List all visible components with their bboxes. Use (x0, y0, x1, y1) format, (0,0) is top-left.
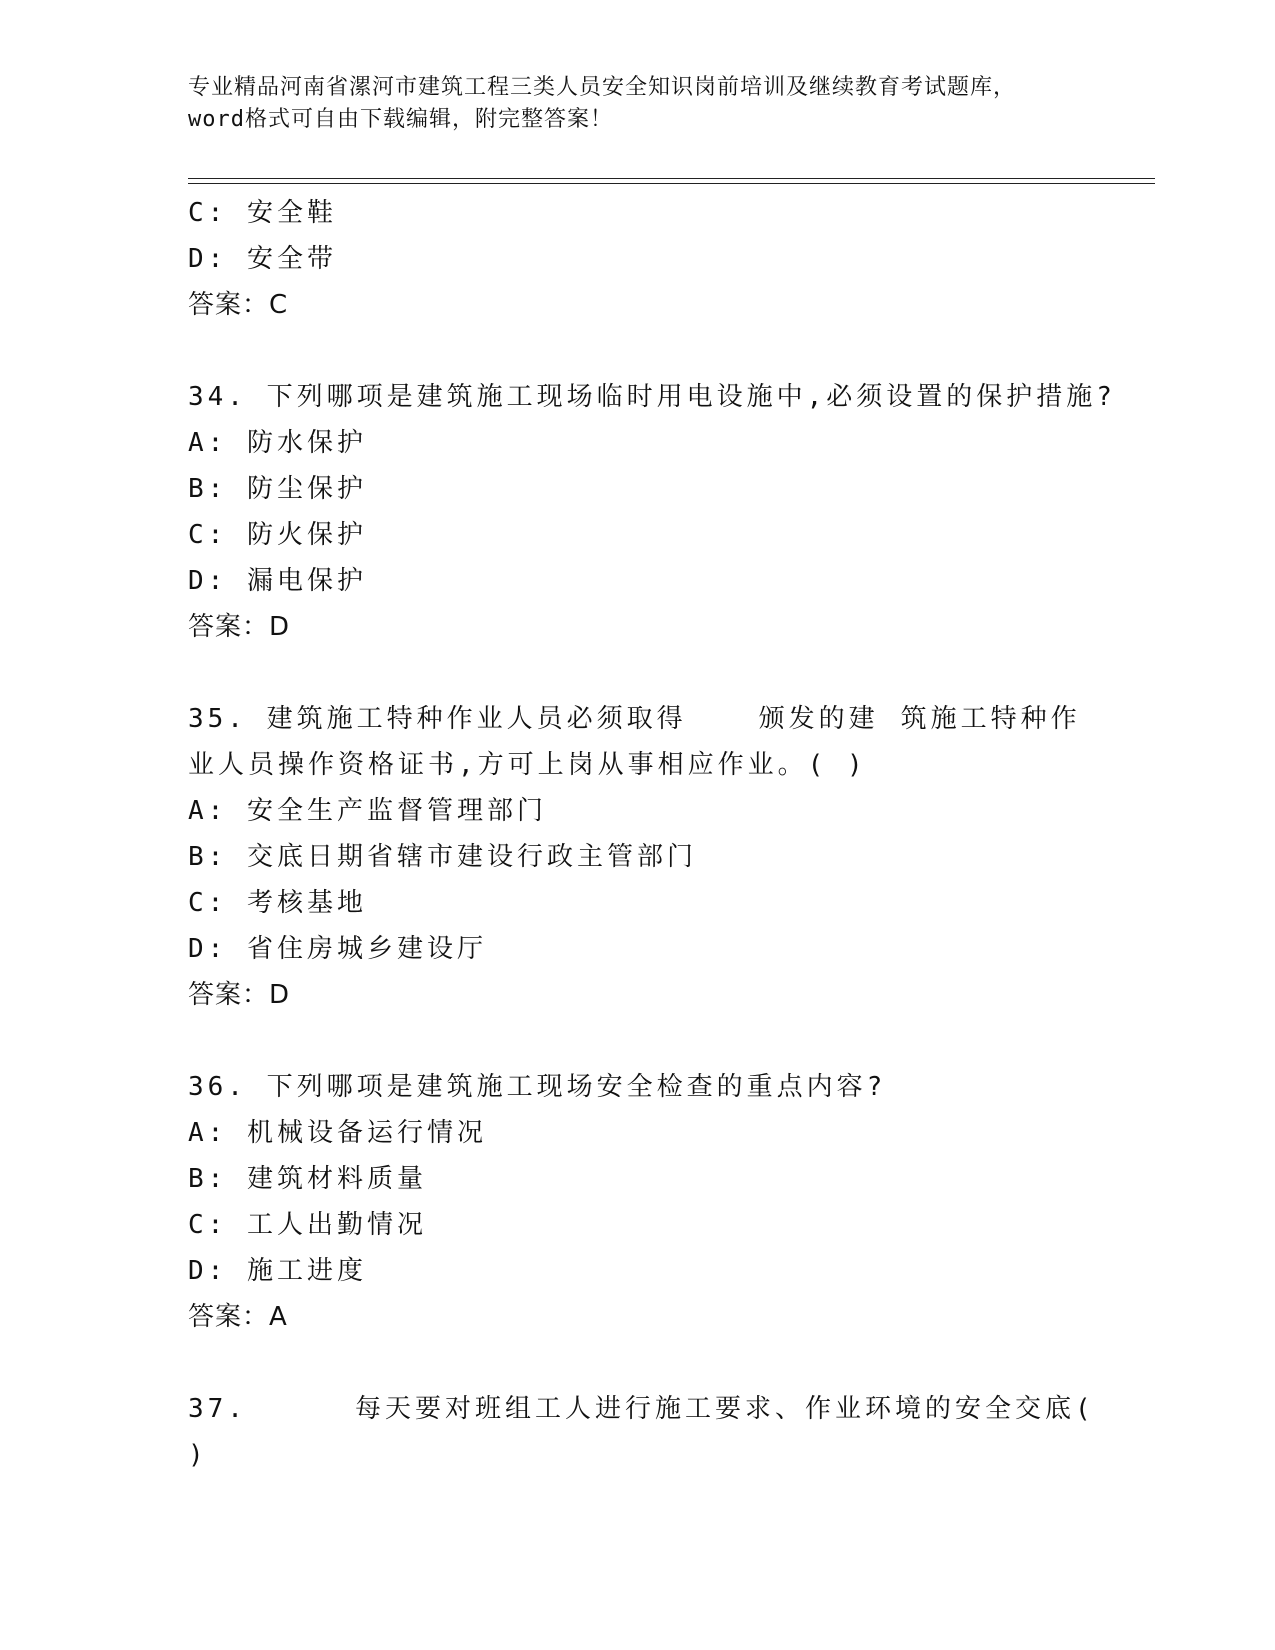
question-37-number: 37. (188, 1394, 247, 1424)
question-37-text-line2: ) (188, 1440, 208, 1470)
answer-36: 答案：A (188, 1302, 288, 1332)
header-rule-bottom (188, 183, 1155, 184)
question-33-tail (188, 190, 1088, 328)
answer-34: 答案：D (188, 612, 291, 642)
answer-35: 答案：D (188, 980, 291, 1010)
question-37 (188, 1386, 1095, 1478)
question-34-text: 34. 下列哪项是建筑施工现场临时用电设施中,必须设置的保护措施? (188, 382, 1116, 412)
option-d: D: 省住房城乡建设厅 (188, 934, 487, 964)
option-d: D: 施工进度 (188, 1256, 367, 1286)
option-c: C: 工人出勤情况 (188, 1210, 427, 1240)
option-a: A: 防水保护 (188, 428, 367, 458)
document-header (188, 72, 1088, 136)
question-list (188, 190, 1116, 1478)
option-b: B: 建筑材料质量 (188, 1164, 427, 1194)
question-35 (188, 696, 1088, 1018)
question-36 (188, 1064, 1088, 1340)
option-b: B: 防尘保护 (188, 474, 367, 504)
question-34 (188, 374, 1116, 650)
question-35-text-line1 (188, 696, 1088, 742)
question-37-text-line1 (188, 1386, 1095, 1432)
question-35-part3: 筑施工特种作 (900, 704, 1081, 734)
question-35-part1: 35. 建筑施工特种作业人员必须取得 (188, 704, 687, 734)
option-c: C: 考核基地 (188, 888, 367, 918)
header-rule-top (188, 178, 1155, 179)
answer-33: 答案：C (188, 290, 289, 320)
option-d: D: 漏电保护 (188, 566, 367, 596)
option-b: B: 交底日期省辖市建设行政主管部门 (188, 842, 697, 872)
option-c: C: 防火保护 (188, 520, 367, 550)
option-a: A: 安全生产监督管理部门 (188, 796, 547, 826)
header-line-1: 专业精品河南省漯河市建筑工程三类人员安全知识岗前培训及继续教育考试题库， (188, 75, 1017, 100)
question-36-text: 36. 下列哪项是建筑施工现场安全检查的重点内容? (188, 1072, 887, 1102)
question-35-text-line2: 业人员操作资格证书,方可上岗从事相应作业。( ) (188, 750, 867, 780)
header-line-2: word格式可自由下载编辑，附完整答案！ (188, 107, 613, 132)
option-a: A: 机械设备运行情况 (188, 1118, 487, 1148)
question-35-part2: 颁发的建 (758, 704, 879, 734)
question-37-text: 每天要对班组工人进行施工要求、作业环境的安全交底( (354, 1394, 1095, 1424)
option-c: C: 安全鞋 (188, 198, 337, 228)
option-d: D: 安全带 (188, 244, 337, 274)
